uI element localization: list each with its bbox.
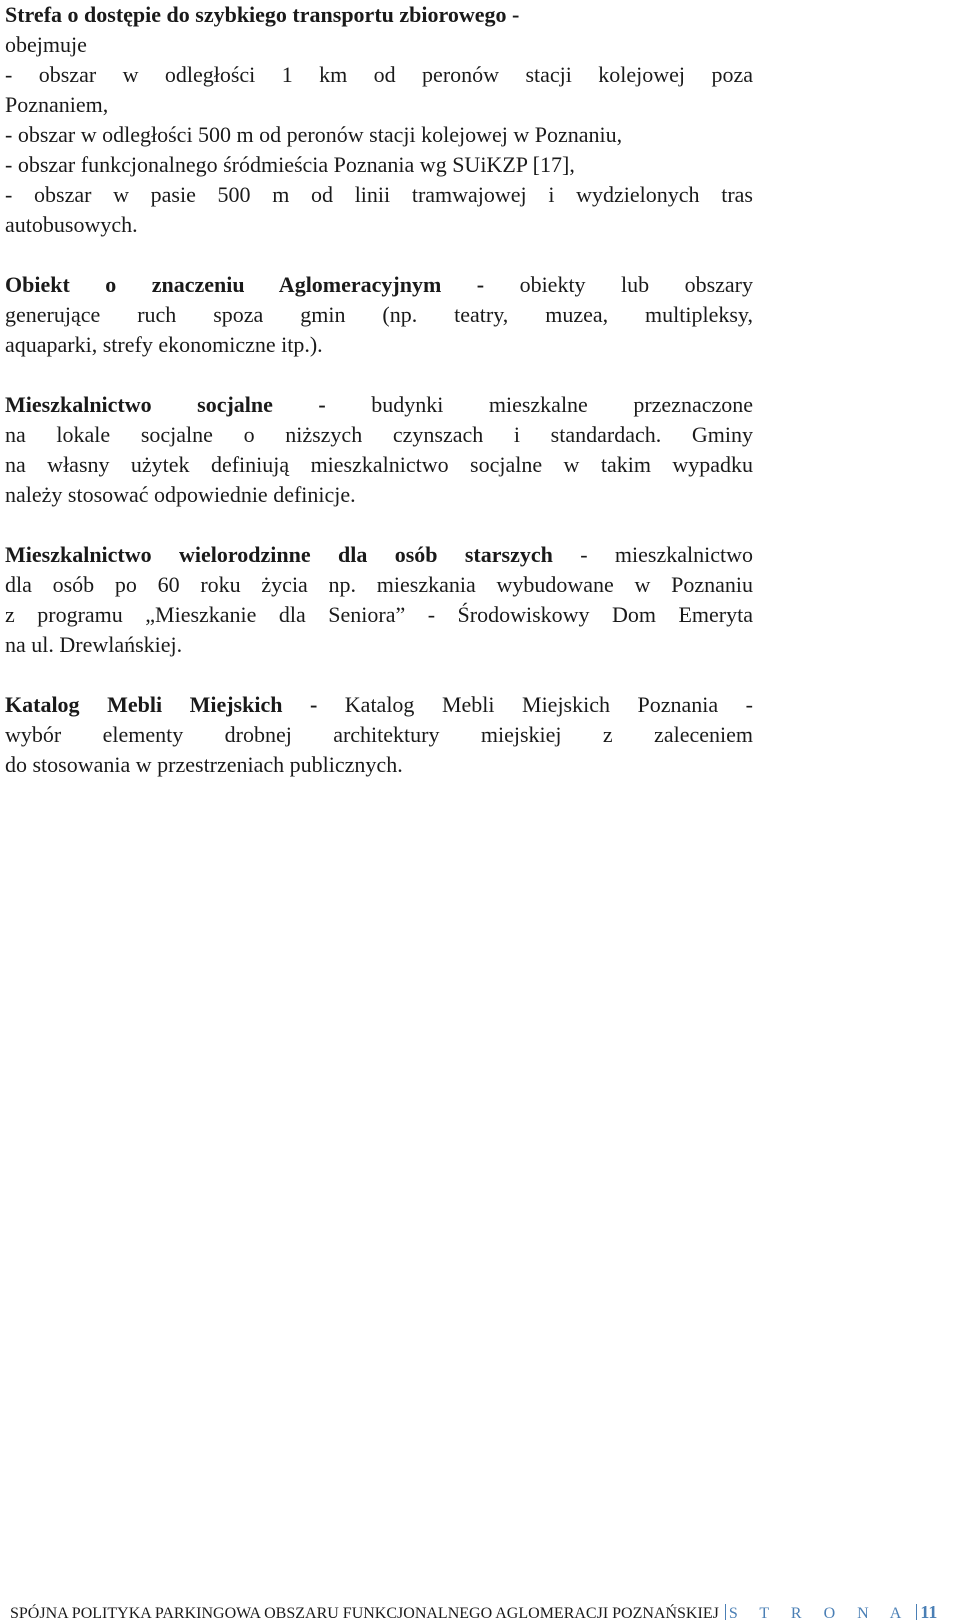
definition-obiekt (5, 270, 753, 360)
body-line: - obszar w odległości 1 km od peronów stacji kolejowej poza (5, 62, 753, 87)
body-line: autobusowych. (5, 212, 138, 237)
definition-katalog-mebli (5, 690, 753, 780)
term-line: Obiekt o znaczeniu Aglomeracyjnym - obiekty lub obszary (5, 272, 753, 297)
document-page (5, 0, 753, 780)
footer-strona-label: S T R O N A (728, 1605, 911, 1622)
body-line: generujące ruch spoza gmin (np. teatry, muzea, multipleksy, (5, 302, 753, 327)
body-line: - obszar funkcjonalnego śródmieścia Poznania wg SUiKZP [17], (5, 152, 575, 177)
definition-mieszkalnictwo-seniorzy (5, 540, 753, 660)
body-line: aquaparki, strefy ekonomiczne itp.). (5, 332, 323, 357)
body-line: wybór elementy drobnej architektury miejskiej z zaleceniem (5, 722, 753, 747)
definition-strefa (5, 0, 753, 240)
term-heading: Mieszkalnictwo socjalne - (5, 392, 326, 417)
term-line: Mieszkalnictwo wielorodzinne dla osób starszych - mieszkalnictwo (5, 542, 753, 567)
term-line: Katalog Mebli Miejskich - Katalog Mebli Miejskich Poznania - (5, 692, 753, 717)
footer-title: SPÓJNA POLITYKA PARKINGOWA OBSZARU FUNKCJONALNEGO AGLOMERACJI POZNAŃSKIEJ (10, 1605, 719, 1622)
body-line: na własny użytek definiują mieszkalnictwo socjalne w takim wypadku (5, 452, 753, 477)
body-line: - obszar w pasie 500 m od linii tramwajowej i wydzielonych tras (5, 182, 753, 207)
term-heading: Strefa o dostępie do szybkiego transportu zbiorowego - (5, 2, 520, 27)
body-line: na ul. Drewlańskiej. (5, 632, 183, 657)
page-footer (10, 1602, 955, 1624)
body-line: dla osób po 60 roku życia np. mieszkania wybudowane w Poznaniu (5, 572, 753, 597)
term-heading: Mieszkalnictwo wielorodzinne dla osób starszych (5, 542, 553, 567)
footer-separator (725, 1604, 726, 1620)
body-line: - obszar w odległości 500 m od peronów stacji kolejowej w Poznaniu, (5, 122, 623, 147)
term-heading: Katalog Mebli Miejskich - (5, 692, 318, 717)
definition-mieszkalnictwo-socjalne (5, 390, 753, 510)
body-line: Poznaniem, (5, 92, 109, 117)
body-line: z programu „Mieszkanie dla Seniora” - Środowiskowy Dom Emeryta (5, 602, 753, 627)
body-line: do stosowania w przestrzeniach publicznych. (5, 752, 403, 777)
term-heading: Obiekt o znaczeniu Aglomeracyjnym - (5, 272, 485, 297)
body-line: na lokale socjalne o niższych czynszach i standardach. Gminy (5, 422, 753, 447)
body-line: obejmuje (5, 32, 87, 57)
term-line: Mieszkalnictwo socjalne - budynki mieszkalne przeznaczone (5, 392, 754, 417)
page-number: 11 (920, 1602, 938, 1622)
footer-separator (916, 1604, 917, 1620)
body-line: należy stosować odpowiednie definicje. (5, 482, 356, 507)
